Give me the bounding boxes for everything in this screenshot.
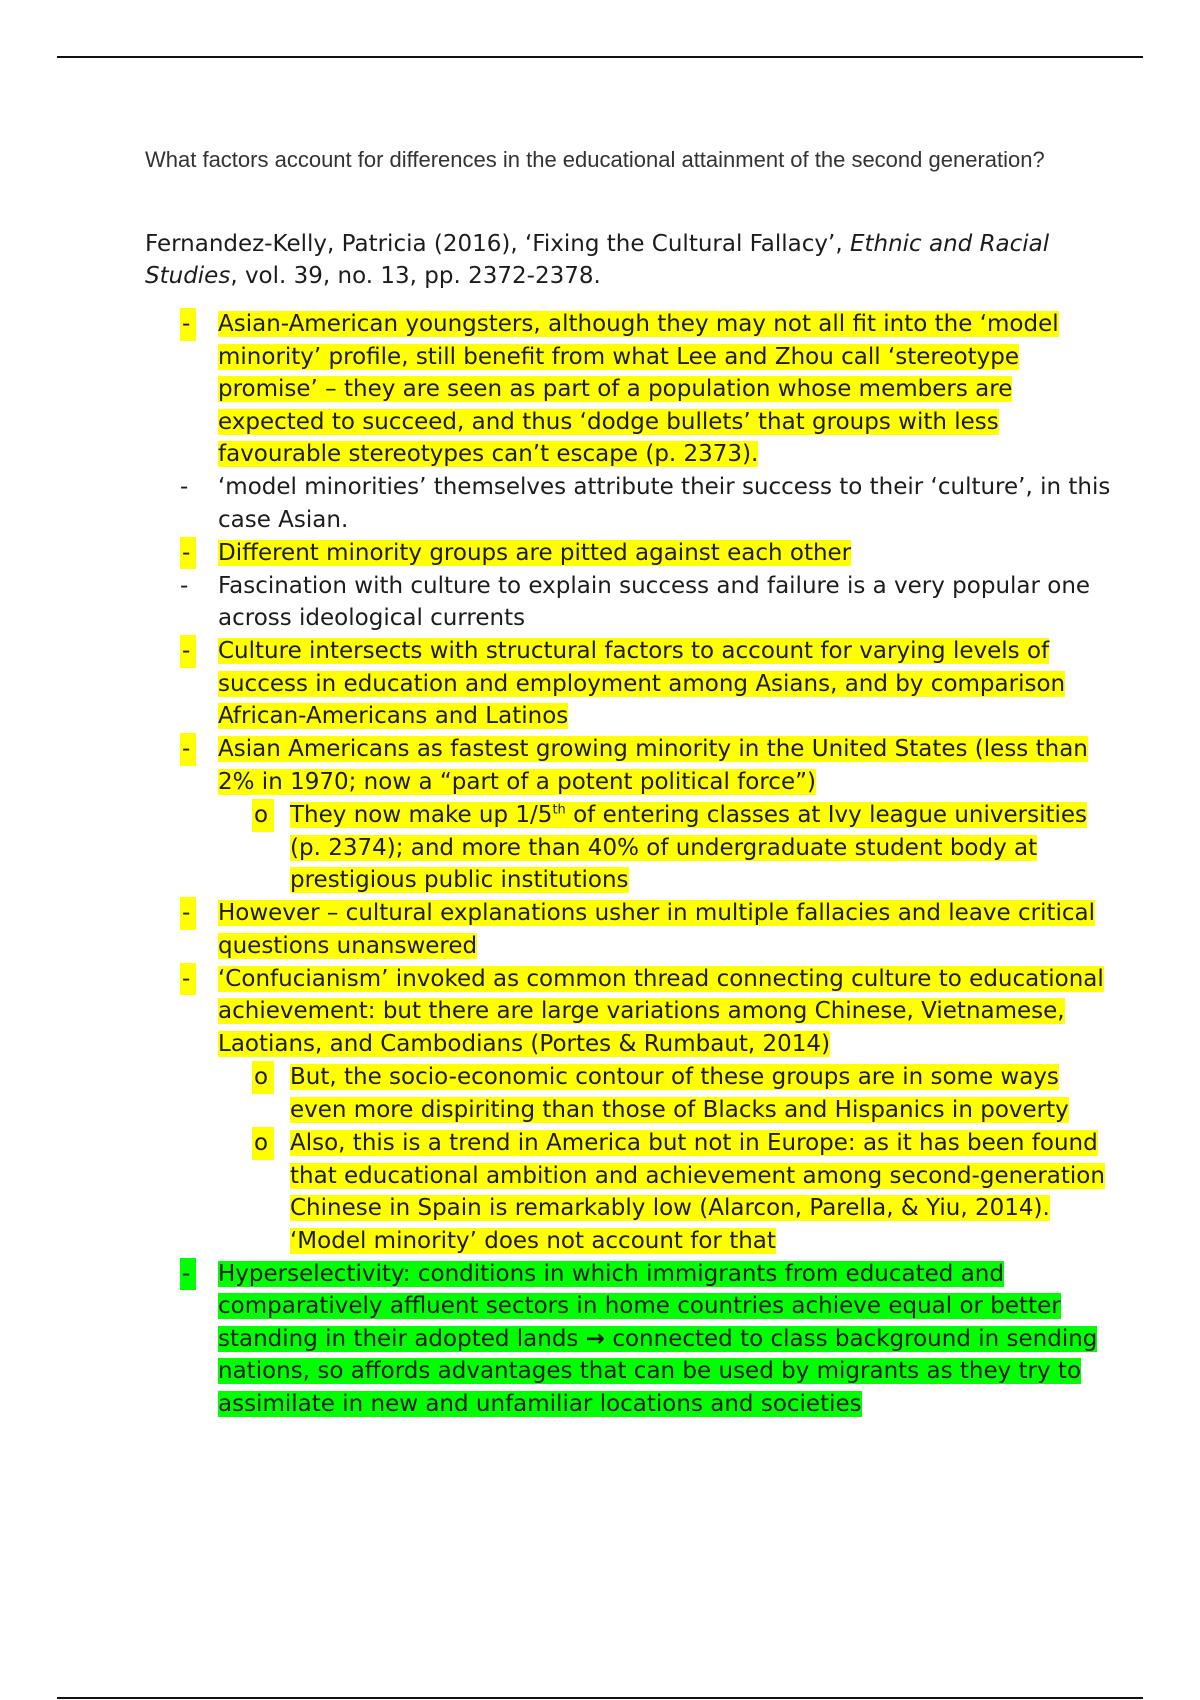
note-text: But, the socio-economic contour of these groups are in some ways even more dispiriting than those of Blacks and Hispanics in poverty	[290, 1064, 1069, 1123]
note-text: Culture intersects with structural factors to account for varying levels of success in education and employment among Asians, and by comparison African-Americans and Latinos	[218, 638, 1066, 729]
note-text: ‘model minorities’ themselves attribute their success to their ‘culture’, in this case Asian.	[218, 474, 1111, 533]
essay-question: What factors account for differences in the educational attainment of the second generation?	[145, 147, 1045, 172]
note-text: Fascination with culture to explain success and failure is a very popular one across ideological currents	[218, 572, 1091, 631]
citation-suffix: , vol. 39, no. 13, pp. 2372-2378.	[230, 263, 601, 289]
note-text-before: Hyperselectivity: conditions in which immigrants from educated and comparatively affluent sectors in home countries achieve equal or better standing in their adopted lands	[218, 1260, 1061, 1352]
sub-note-item	[0, 1061, 1200, 1126]
note-text: Asian Americans as fastest growing minority in the United States (less than 2% in 1970; now a “part of a potent political force”)	[218, 736, 1088, 795]
circle-bullet: o	[252, 799, 274, 832]
note-text-before: They now make up 1/5	[290, 802, 553, 828]
source-citation	[145, 228, 1065, 292]
note-item	[0, 570, 1200, 635]
sub-note-item	[0, 799, 1200, 897]
note-item	[0, 733, 1200, 798]
note-item	[0, 963, 1200, 1061]
note-text: Different minority groups are pitted against each other	[218, 539, 852, 566]
circle-bullet: o	[252, 1061, 274, 1094]
citation-journal: Ethnic and Racial Studies	[145, 231, 1050, 289]
note-item	[0, 635, 1200, 733]
header-rule	[57, 56, 1143, 58]
note-text: Asian-American youngsters, although they may not all fit into the ‘model minority’ profile, still benefit from what Lee and Zhou call ‘stereotype promise’ – they are seen as part of a population whose members are expected to succeed, and thus ‘dodge bullets’ that groups with less favourable stereotypes can’t escape (p. 2373).	[218, 311, 1059, 467]
note-text: However – cultural explanations usher in multiple fallacies and leave critical questions unanswered	[218, 900, 1096, 959]
dash-bullet: -	[180, 897, 196, 930]
dash-bullet: -	[180, 537, 196, 570]
note-text: ‘Confucianism’ invoked as common thread connecting culture to educational achievement: but there are large variations among Chinese, Vietnamese, Laotians, and Cambodians (Portes & Rumbaut, 2014)	[218, 965, 1104, 1057]
dash-bullet: -	[180, 733, 196, 766]
sub-note-item	[0, 1127, 1200, 1257]
dash-bullet: -	[180, 308, 196, 341]
dash-bullet: -	[180, 963, 196, 996]
note-text	[290, 802, 1087, 893]
note-text: Also, this is a trend in America but not in Europe: as it has been found that educational ambition and achievement among second-generation Chinese in Spain is remarkably low (Alarcon, Parella, & Yiu, 2014). ‘Model minority’ does not account for that	[290, 1130, 1105, 1254]
notes-list	[0, 308, 1200, 1421]
note-item	[0, 1258, 1200, 1421]
note-item	[0, 471, 1200, 536]
dash-bullet: -	[180, 1258, 196, 1291]
circle-bullet: o	[252, 1127, 274, 1160]
note-item	[0, 308, 1200, 471]
note-item	[0, 897, 1200, 962]
dash-bullet: -	[180, 635, 196, 668]
note-text-after: connected to class background in sending nations, so affords advantages that can be used by migrants as they try to assimilate in new and unfamiliar locations and societies	[218, 1325, 1098, 1417]
right-arrow-icon: →	[585, 1325, 606, 1352]
citation-prefix: Fernandez-Kelly, Patricia (2016), ‘Fixing the Cultural Fallacy’,	[145, 231, 850, 257]
ordinal-suffix: th	[552, 802, 566, 818]
note-text	[218, 1261, 1097, 1417]
note-item	[0, 537, 1200, 570]
dash-bullet: -	[180, 474, 189, 500]
footer-rule	[57, 1697, 1143, 1699]
dash-bullet: -	[180, 572, 189, 599]
note-text-after: of entering classes at Ivy league universities (p. 2374); and more than 40% of undergraduate student body at prestigious public institutions	[290, 802, 1088, 893]
